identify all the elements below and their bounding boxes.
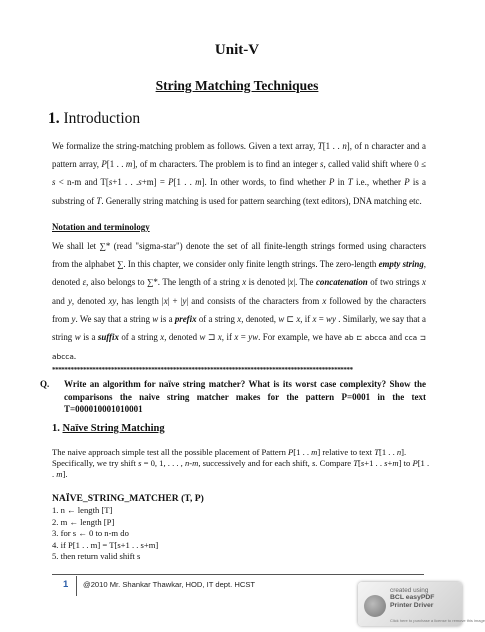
- algorithm-step: 4. if P[1 . . m] = T[s+1 . . s+m]: [52, 539, 159, 550]
- intro-heading-text: Introduction: [63, 110, 141, 127]
- stamp-line2: BCL easyPDF: [390, 594, 435, 602]
- algorithm-step: 3. for s ← 0 to n-m do: [52, 528, 129, 539]
- question-text: Write an algorithm for naïve string matcher? What is its worst case complexity? Show the comparisons the naive string matcher makes for the pattern P=0001 in the text T=000010001010001: [64, 379, 426, 414]
- intro-heading: [48, 110, 140, 128]
- algorithm-steps: [52, 505, 158, 563]
- naive-heading-text: Naïve String Matching: [62, 423, 165, 434]
- question-block: [40, 378, 426, 416]
- algorithm-title: NAÏVE_STRING_MATCHER (T, P): [52, 493, 204, 504]
- bcl-logo-icon: [364, 595, 386, 617]
- separator-line: *************************************************************************************************: [52, 366, 353, 374]
- footer-text: @2010 Mr. Shankar Thawkar, HOD, IT dept. HCST: [83, 580, 256, 589]
- easypdf-stamp[interactable]: [358, 582, 485, 626]
- unit-title: Unit-V: [214, 42, 260, 58]
- naive-heading: [52, 423, 165, 434]
- stamp-small-text: Click here to purchase a license to remove this image: [390, 618, 485, 623]
- footer-divider: [52, 574, 424, 575]
- stamp-text: [390, 587, 434, 609]
- algorithm-step: 2. m ← length [P]: [52, 516, 115, 527]
- notation-heading: Notation and terminology: [52, 222, 150, 232]
- footer-separator: [76, 576, 77, 596]
- question-label: Q.: [40, 379, 50, 389]
- stamp-line3: Printer Driver: [390, 601, 434, 609]
- stamp-line1: created using: [390, 587, 429, 594]
- algorithm-step: 1. n ← length [T]: [52, 505, 113, 515]
- naive-paragraph: The naive approach simple test all the possible placement of Pattern P[1 . . m] relative to text T[1 . . n]. Specifically, we try shift s = 0, 1, . . . , n-m, successively and for each shift, s. Compare T[s+1 . . s+m] to P[1 . . m].: [52, 447, 430, 480]
- naive-number: 1.: [52, 423, 60, 434]
- page-number: 1: [63, 579, 69, 590]
- main-title: String Matching Techniques: [155, 78, 319, 93]
- notation-paragraph: We shall let ∑* (read "sigma-star") denote the set of all finite-length strings formed using characters from the alphabet ∑. In this chapter, we consider only finite length strings. The zero-length empty string, denoted ε, also belongs to ∑*. The length of a string x is denoted |x|. The concatenation of two strings x and y, denoted xy, has length |x| + |y| and consists of the characters from x followed by the characters from y. We say that a string w is a prefix of a string x, denoted, w ⊏ x, if x = wy . Similarly, we say that a string w is a suffix of a string x, denoted w ⊐ x, if x = yw. For example, we have ab ⊏ abcca and cca ⊐ abcca.: [52, 241, 427, 362]
- algorithm-step: 5. then return valid shift s: [52, 551, 141, 562]
- intro-number: 1.: [48, 110, 60, 127]
- intro-paragraph: We formalize the string-matching problem as follows. Given a text array, T[1 . . n], of n character and a pattern array, P[1 . . m], of m characters. The problem is to find an integer s, called valid shift where 0 ≤ s < n-m and T[s+1 . . .s+m] = P[1 . . m]. In other words, to find whether P in T i.e., whether P is a substring of T. Generally string matching is used for pattern searching (text editors), DNA matching etc.: [52, 141, 426, 206]
